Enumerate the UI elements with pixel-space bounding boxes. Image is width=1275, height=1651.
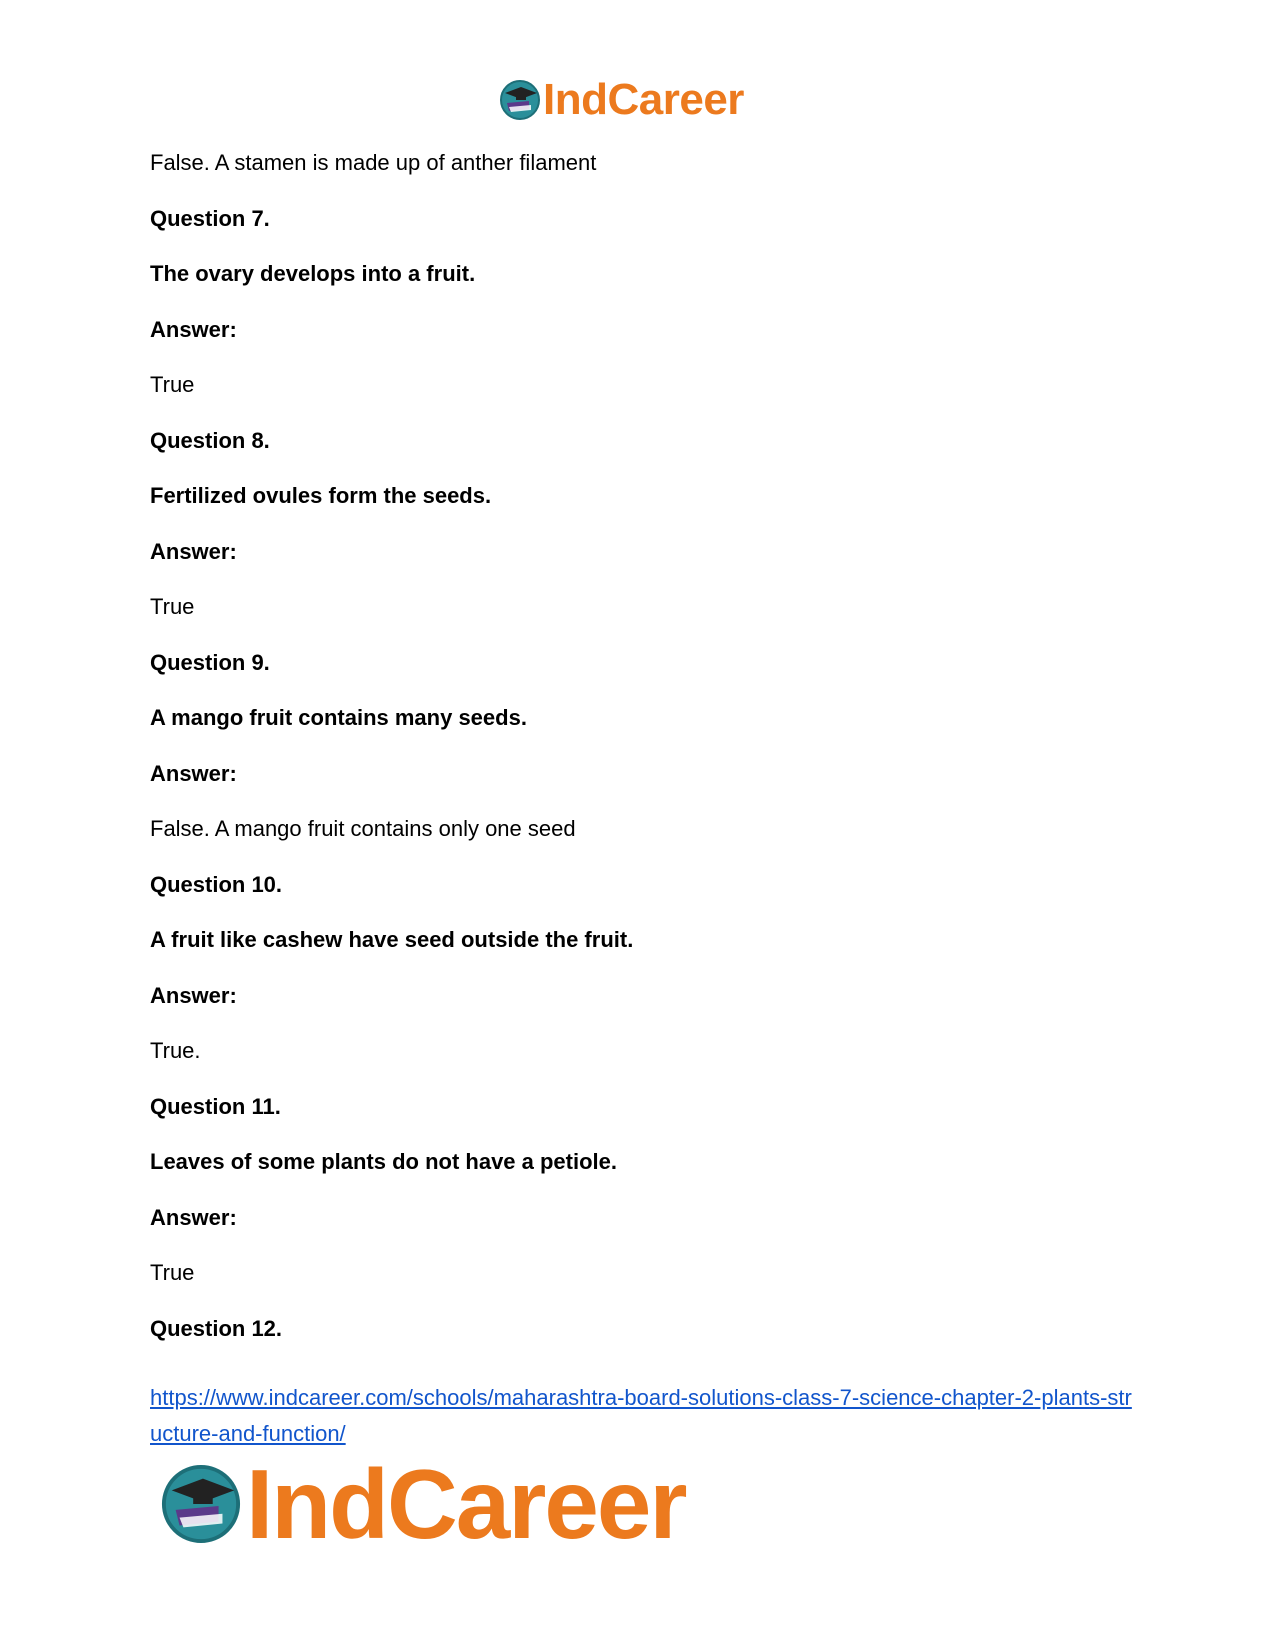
graduation-globe-icon <box>499 79 541 121</box>
answer-text: True <box>150 594 195 619</box>
answer-text: False. A mango fruit contains only one seed <box>150 816 576 841</box>
question-number: Question 9. <box>150 649 270 675</box>
logo-wordmark: IndCareer <box>246 1449 686 1559</box>
answer-label: Answer: <box>150 538 237 564</box>
answer-text: True <box>150 372 195 397</box>
question-statement: Fertilized ovules form the seeds. <box>150 483 492 508</box>
logo-wordmark: IndCareer <box>543 75 744 124</box>
question-number: Question 8. <box>150 427 270 453</box>
question-statement: Leaves of some plants do not have a petiole. <box>150 1149 618 1174</box>
question-statement: The ovary develops into a fruit. <box>150 261 476 286</box>
question-statement: A mango fruit contains many seeds. <box>150 705 527 730</box>
question-number: Question 12. <box>150 1315 283 1341</box>
answer-label: Answer: <box>150 982 237 1008</box>
answer-text: False. A stamen is made up of anther filament <box>150 150 597 175</box>
answer-label: Answer: <box>150 1204 237 1230</box>
question-number: Question 11. <box>150 1093 281 1119</box>
footer-logo <box>160 1449 686 1559</box>
answer-text: True <box>150 1260 195 1285</box>
answer-label: Answer: <box>150 316 237 342</box>
answer-label: Answer: <box>150 760 237 786</box>
source-url-link[interactable]: https://www.indcareer.com/schools/maharashtra-board-solutions-class-7-science-chapter-2-plants-structure-and-function/ <box>150 1385 1132 1446</box>
header-logo <box>499 75 744 124</box>
graduation-globe-icon <box>160 1463 242 1545</box>
question-number: Question 10. <box>150 871 283 897</box>
question-statement: A fruit like cashew have seed outside the fruit. <box>150 927 634 952</box>
answer-text: True. <box>150 1038 201 1063</box>
question-number: Question 7. <box>150 205 270 231</box>
